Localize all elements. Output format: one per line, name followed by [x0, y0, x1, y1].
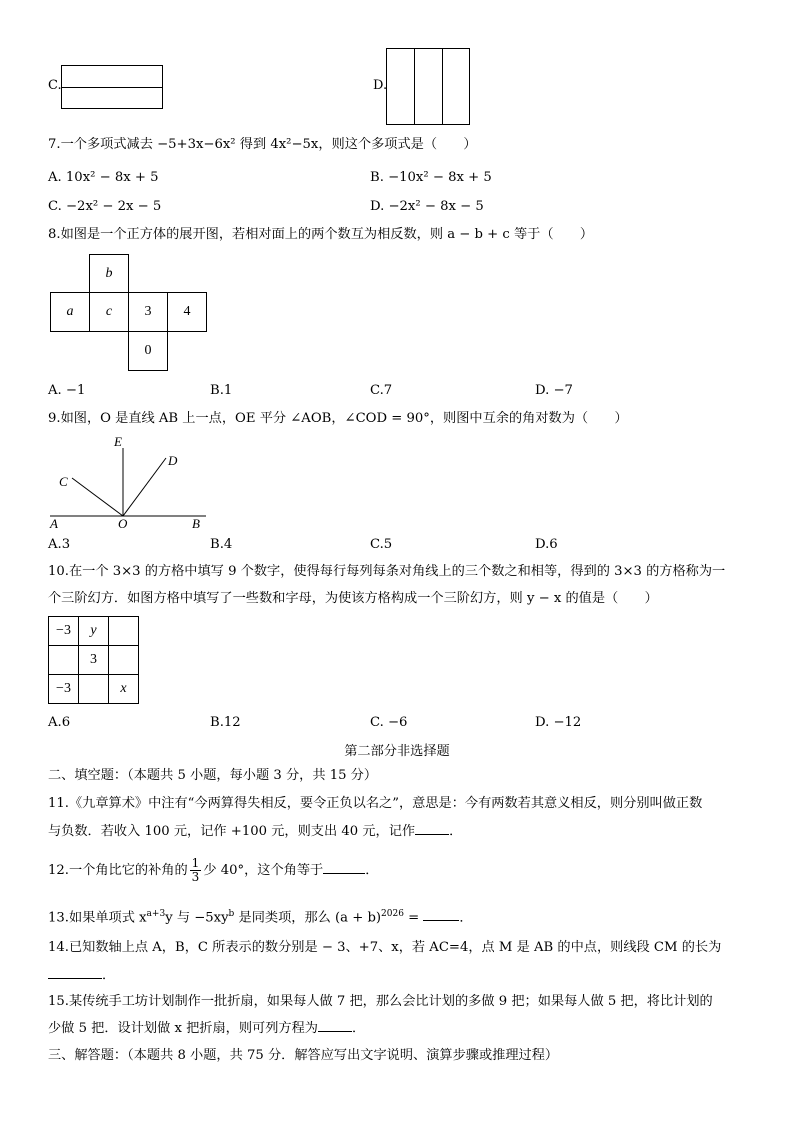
ray-oc — [72, 478, 123, 516]
q15-answer-blank[interactable] — [318, 1018, 352, 1032]
q7-options-row2 — [48, 199, 748, 223]
q13-exp2: b — [228, 909, 235, 919]
q8-option-a[interactable]: A. −1 — [48, 383, 86, 398]
net-cell-c: c — [89, 292, 129, 332]
q15-line1: 15.某传统手工坊计划制作一批折扇，如果每人做 7 把，那么会比计划的多做 9 把；如果每人做 5 把，将比计划的 — [48, 994, 713, 1009]
label-a: A — [50, 516, 58, 531]
q6-figure-d — [386, 48, 470, 125]
solve-heading: 三、解答题：（本题共 8 小题，共 75 分．解答应写出文字说明、演算步骤或推理过程） — [48, 1048, 559, 1063]
net-cell-b: b — [89, 254, 129, 293]
q10-option-c[interactable]: C. −6 — [370, 715, 408, 730]
grid-cell — [48, 645, 79, 675]
q7-stem: 7.一个多项式减去 −5+3x−6x² 得到 4x²−5x，则这个多项式是（ ） — [48, 137, 477, 152]
q9-option-a[interactable]: A.3 — [48, 537, 71, 552]
grid-cell: −3 — [48, 674, 79, 704]
q10-option-a[interactable]: A.6 — [48, 715, 71, 730]
net-cell-3: 3 — [128, 292, 168, 332]
q10-stem-line1: 10.在一个 3×3 的方格中填写 9 个数字，使得每行每列每条对角线上的三个数之和相等，得到的 3×3 的方格称为一 — [48, 564, 726, 579]
grid-cell: x — [108, 674, 139, 704]
label-o: O — [118, 516, 128, 531]
q13-mid2: 是同类项，那么 (a + b) — [234, 910, 382, 926]
section2-title: 第二部分非选择题 — [344, 744, 450, 759]
q13-mid: y 与 −5xy — [165, 910, 229, 926]
label-d: D — [168, 453, 178, 468]
q13-exp3: 2026 — [381, 909, 404, 919]
fill-heading: 二、填空题：（本题共 5 小题，每小题 3 分，共 15 分） — [48, 768, 378, 783]
q11-line2-text: 与负数．若收入 100 元，记作 +100 元，则支出 40 元，记作 — [48, 824, 416, 839]
grid-cell — [78, 674, 109, 704]
q9-option-c[interactable]: C.5 — [370, 537, 393, 552]
q15-line2: 少做 5 把．设计划做 x 把折扇，则可列方程为 ． — [48, 1015, 750, 1042]
q10-option-d[interactable]: D. −12 — [535, 715, 582, 730]
q8-option-b[interactable]: B.1 — [210, 383, 233, 398]
net-cell-4: 4 — [167, 292, 207, 332]
q9-option-b[interactable]: B.4 — [210, 537, 233, 552]
q15-line2-text: 少做 5 把．设计划做 x 把折扇，则可列方程为 — [48, 1021, 318, 1036]
net-cell-a: a — [50, 292, 90, 332]
q7-option-c[interactable]: C. −2x² − 2x − 5 — [48, 199, 162, 214]
q8-stem: 8.如图是一个正方体的展开图，若相对面上的两个数互为相反数，则 a − b + c 等于（ ） — [48, 227, 594, 242]
angle-figure — [44, 432, 214, 532]
q7-option-b[interactable]: B. −10x² − 8x + 5 — [370, 170, 492, 185]
q12: 12.一个角比它的补角的 $\frac{1}{3}$ 少 40°，这个角等于 ． — [48, 856, 379, 884]
q6-option-d: D. — [373, 78, 388, 93]
label-e: E — [114, 434, 122, 449]
q13-answer-blank[interactable] — [423, 907, 459, 921]
label-c: C — [59, 474, 68, 489]
q7-option-a[interactable]: A. 10x² − 8x + 5 — [48, 170, 159, 185]
grid-cell: 3 — [78, 645, 109, 675]
q13-exp1: a+3 — [146, 909, 166, 919]
q6-figure-c — [61, 65, 163, 109]
q11-line1: 11.《九章算术》中注有“今两算得失相反，要令正负以名之”，意思是：今有两数若其意义相反，则分别叫做正数 — [48, 796, 703, 811]
q8-option-c[interactable]: C.7 — [370, 383, 393, 398]
q14-line1: 14.已知数轴上点 A，B，C 所表示的数分别是 − 3、+7、x，若 AC=4，点 M 是 AB 的中点，则线段 CM 的长为 — [48, 940, 722, 955]
q12-post: 少 40°，这个角等于 — [203, 863, 324, 878]
grid-cell — [108, 645, 139, 675]
q11-answer-blank[interactable] — [415, 821, 449, 835]
q10-options — [48, 715, 748, 739]
q10-option-b[interactable]: B.12 — [210, 715, 241, 730]
label-b: B — [192, 516, 200, 531]
q9-option-d[interactable]: D.6 — [535, 537, 558, 552]
q6-option-c: C. — [48, 78, 62, 93]
q8-options — [48, 383, 748, 407]
q13-post: = — [403, 910, 420, 926]
net-cell-0: 0 — [128, 331, 168, 371]
grid-cell: y — [78, 616, 109, 646]
q9-stem: 9.如图，O 是直线 AB 上一点，OE 平分 ∠AOB，∠COD = 90°，则图中互余的角对数为（ ） — [48, 411, 628, 426]
q11-line2: 与负数．若收入 100 元，记作 +100 元，则支出 40 元，记作 ． — [48, 818, 750, 845]
grid-cell: −3 — [48, 616, 79, 646]
q8-option-d[interactable]: D. −7 — [535, 383, 573, 398]
ray-od — [123, 458, 166, 516]
q13-pre: 13.如果单项式 x — [48, 910, 147, 926]
q14-line2: ． — [48, 962, 750, 989]
q10-stem-line2: 个三阶幻方．如图方格中填写了一些数和字母，为使该方格构成一个三阶幻方，则 y − x 的值是（ ） — [48, 591, 658, 606]
q12-answer-blank[interactable] — [323, 860, 365, 874]
q14-answer-blank[interactable] — [48, 965, 102, 979]
q7-options-row1 — [48, 170, 748, 194]
grid-cell — [108, 616, 139, 646]
q7-option-d[interactable]: D. −2x² − 8x − 5 — [370, 199, 484, 214]
q13: 13.如果单项式 $x^{a+3}y$ 与 $-5xy^b$ 是同类项，那么 $(a + b)^{2026}$ = ． — [48, 909, 473, 926]
q12-pre: 12.一个角比它的补角的 — [48, 863, 188, 878]
fraction-one-third: $\frac{1}{3}$ — [191, 856, 200, 884]
